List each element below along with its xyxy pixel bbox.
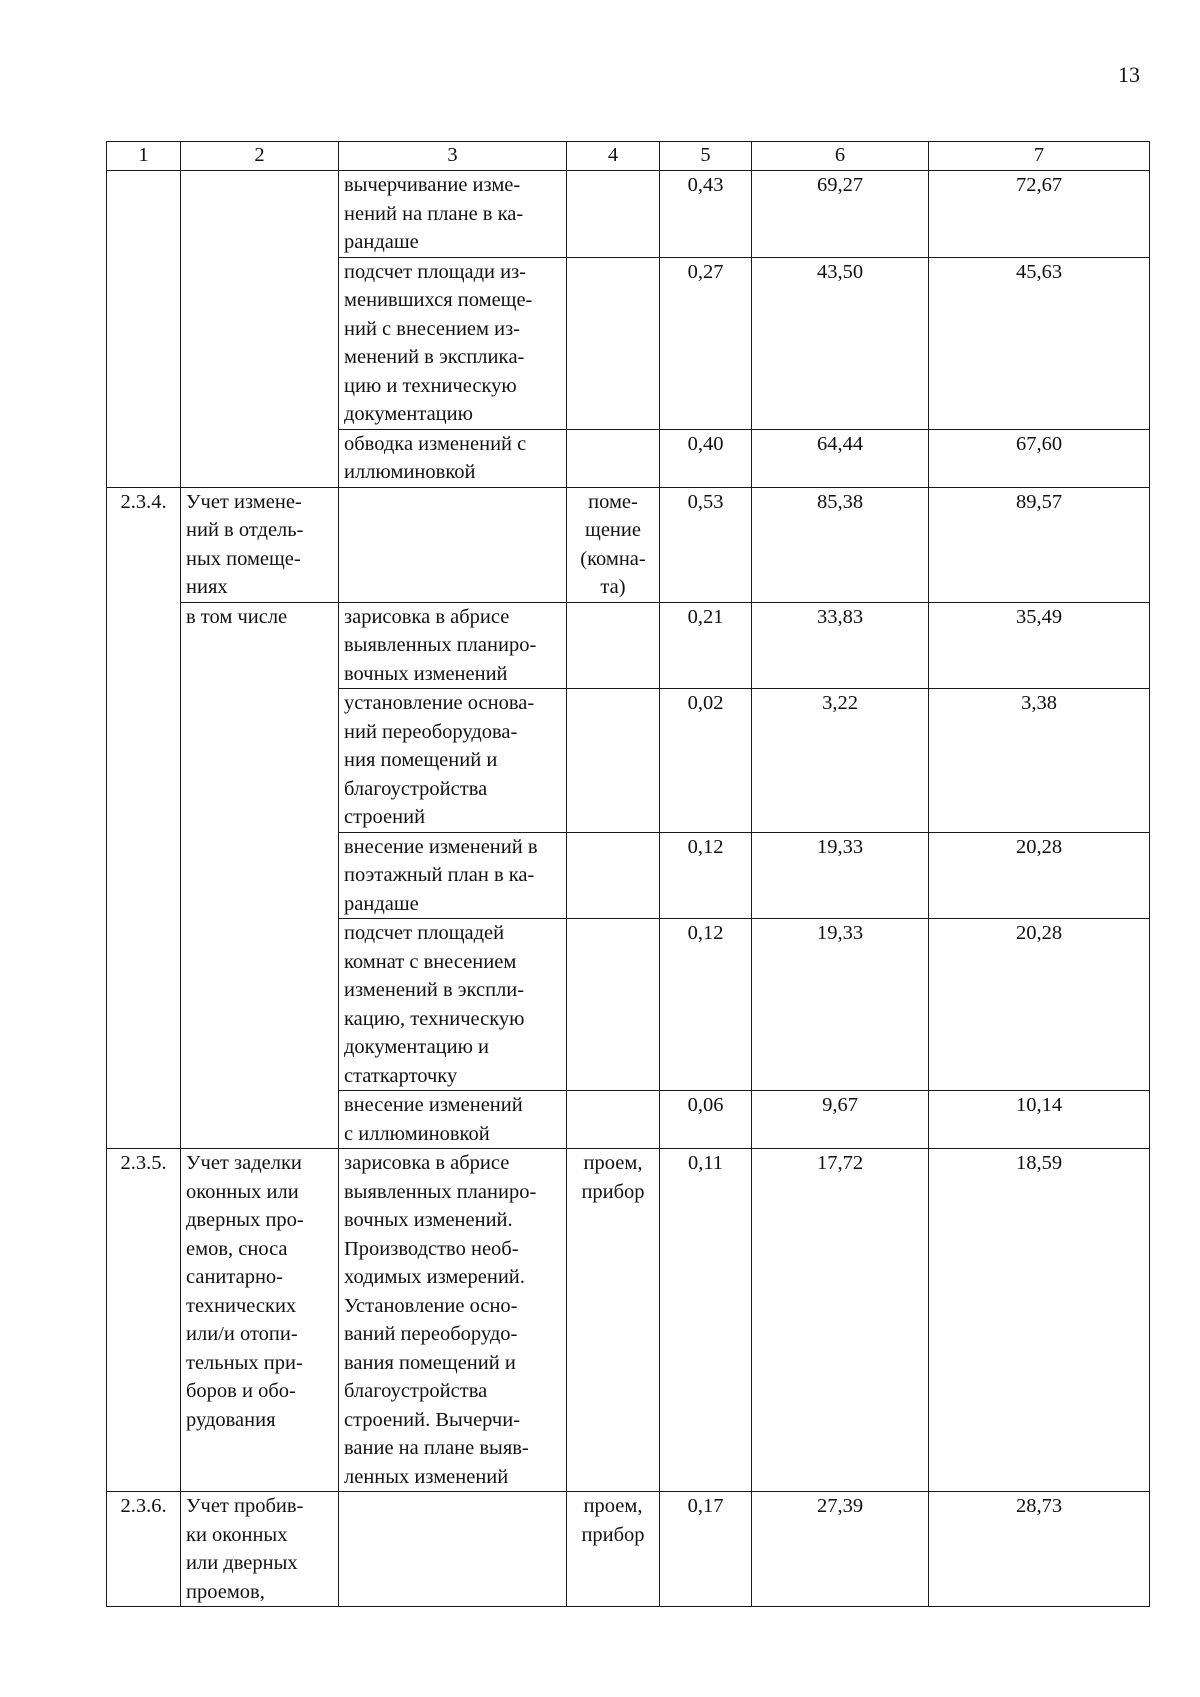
operation-cell-line: внесение изменений — [344, 1094, 523, 1116]
coefficient-cell: 0,17 — [660, 1492, 752, 1607]
price-cell: 19,33 — [752, 919, 929, 1091]
work-name-cell-line: ний в отдель- — [186, 519, 304, 541]
unit-cell — [567, 1492, 660, 1607]
price-with-vat-cell: 45,63 — [929, 257, 1150, 429]
operation-cell-line: менений в экспликa- — [344, 346, 525, 368]
operation-cell-line: вычерчивание изме- — [344, 174, 521, 196]
operation-cell-line: подсчет площади из- — [344, 260, 526, 283]
operation-cell-line: строений — [344, 806, 426, 828]
price-cell: 33,83 — [752, 602, 929, 689]
coefficient-cell: 0,21 — [660, 602, 752, 689]
operation-cell-line: Установление осно- — [344, 1294, 518, 1317]
operation-cell-line: ленных изменений — [344, 1465, 509, 1488]
work-name-cell-line: ных помеще- — [186, 547, 301, 570]
work-name-cell — [181, 171, 339, 488]
operation-cell — [339, 919, 567, 1091]
unit-cell — [567, 1149, 660, 1492]
column-header: 2 — [181, 142, 339, 171]
unit-cell-line: та) — [600, 576, 626, 598]
operation-cell — [339, 1149, 567, 1492]
price-with-vat-cell: 67,60 — [929, 429, 1150, 487]
price-cell: 9,67 — [752, 1091, 929, 1149]
price-cell: 64,44 — [752, 429, 929, 487]
operation-cell — [339, 602, 567, 689]
work-name-cell-line: боров и обо- — [186, 1380, 296, 1402]
price-with-vat-cell: 35,49 — [929, 602, 1150, 689]
norms-table — [106, 141, 1150, 1607]
item-number-cell: 2.3.5. — [107, 1149, 181, 1492]
unit-cell-line: прибор — [581, 1523, 645, 1546]
work-name-cell — [181, 1492, 339, 1607]
operation-cell-line: поэтажный план в ка- — [344, 864, 535, 886]
unit-cell — [567, 919, 660, 1091]
unit-cell — [567, 171, 660, 258]
work-name-cell — [181, 487, 339, 602]
price-with-vat-cell: 10,14 — [929, 1091, 1150, 1149]
operation-cell-line: иллюминовкой — [344, 461, 476, 483]
operation-cell-line: строений. Вычерчи- — [344, 1408, 521, 1431]
column-header: 3 — [339, 142, 567, 171]
price-with-vat-cell: 89,57 — [929, 487, 1150, 602]
unit-cell — [567, 832, 660, 919]
price-with-vat-cell: 18,59 — [929, 1149, 1150, 1492]
unit-cell-line: щение — [585, 519, 641, 541]
operation-cell-line: выявленных планиро- — [344, 634, 537, 656]
column-header: 5 — [660, 142, 752, 171]
coefficient-cell: 0,40 — [660, 429, 752, 487]
unit-cell-line: прибор — [581, 1180, 645, 1203]
operation-cell — [339, 429, 567, 487]
work-name-cell-line: ниях — [186, 576, 228, 598]
work-name-cell-line: тельных при- — [186, 1351, 303, 1374]
operation-cell-line: установление основа- — [344, 692, 535, 714]
work-name-cell-line: или/и отопи- — [186, 1323, 298, 1345]
unit-cell — [567, 487, 660, 602]
work-name-cell-line: Учет пробив- — [186, 1495, 304, 1517]
coefficient-cell: 0,02 — [660, 689, 752, 833]
operation-cell-line: статкарточку — [344, 1064, 458, 1087]
coefficient-cell: 0,53 — [660, 487, 752, 602]
operation-cell-line: вания помещений и — [344, 1351, 516, 1374]
work-name-cell-line: оконных или — [186, 1180, 299, 1203]
operation-cell — [339, 487, 567, 602]
operation-cell-line: подсчет площадей — [344, 922, 505, 944]
column-header: 1 — [107, 142, 181, 171]
column-header: 4 — [567, 142, 660, 171]
operation-cell-line: изменений в экспли- — [344, 979, 525, 1001]
work-name-cell-line: или дверных — [186, 1552, 298, 1574]
operation-cell-line: ходимых измерений. — [344, 1266, 525, 1288]
price-with-vat-cell: 20,28 — [929, 919, 1150, 1091]
operation-cell-line: благоустройства — [344, 1380, 488, 1402]
column-number-row — [107, 142, 1150, 171]
work-name-cell-line: дверных про- — [186, 1209, 304, 1231]
operation-cell-line: менившихся помеще- — [344, 289, 533, 311]
table-row — [107, 1492, 1150, 1607]
coefficient-cell: 0,11 — [660, 1149, 752, 1492]
column-header: 7 — [929, 142, 1150, 171]
operation-cell-line: документацию — [344, 403, 473, 425]
unit-cell-line: поме- — [588, 490, 638, 513]
coefficient-cell: 0,12 — [660, 919, 752, 1091]
price-cell: 3,22 — [752, 689, 929, 833]
item-number-cell: 2.3.6. — [107, 1492, 181, 1607]
unit-cell — [567, 1091, 660, 1149]
unit-cell — [567, 602, 660, 689]
operation-cell-line: выявленных планиро- — [344, 1180, 537, 1203]
price-with-vat-cell: 72,67 — [929, 171, 1150, 258]
operation-cell-line: вочных изменений. — [344, 1209, 513, 1231]
operation-cell-line: обводка изменений с — [344, 432, 527, 455]
operation-cell-line: ния помещений и — [344, 749, 498, 771]
operation-cell-line: кацию, техническую — [344, 1007, 525, 1030]
operation-cell-line: цию и техническую — [344, 374, 517, 397]
work-name-cell-line: Учет измене- — [186, 490, 302, 513]
price-cell: 43,50 — [752, 257, 929, 429]
operation-cell — [339, 1492, 567, 1607]
operation-cell-line: документацию и — [344, 1036, 490, 1058]
operation-cell — [339, 689, 567, 833]
price-cell: 19,33 — [752, 832, 929, 919]
unit-cell — [567, 257, 660, 429]
table-row — [107, 602, 1150, 689]
table-row — [107, 487, 1150, 602]
price-cell: 27,39 — [752, 1492, 929, 1607]
unit-cell-line: проем, — [583, 1495, 643, 1517]
price-with-vat-cell: 3,38 — [929, 689, 1150, 833]
operation-cell — [339, 257, 567, 429]
coefficient-cell: 0,43 — [660, 171, 752, 258]
work-name-cell-line: рудования — [186, 1408, 276, 1431]
unit-cell-line: проем, — [583, 1152, 643, 1174]
work-name-cell-line: технических — [186, 1294, 297, 1317]
coefficient-cell: 0,27 — [660, 257, 752, 429]
page-number: 13 — [1118, 62, 1140, 87]
operation-cell-line: зарисовка в абрисе — [344, 1152, 510, 1174]
operation-cell — [339, 171, 567, 258]
price-with-vat-cell: 20,28 — [929, 832, 1150, 919]
operation-cell-line: с иллюминовкой — [344, 1122, 490, 1145]
operation-cell-line: нений на плане в ка- — [344, 202, 524, 225]
item-number-cell: 2.3.4. — [107, 487, 181, 1149]
table-row — [107, 171, 1150, 258]
price-cell: 17,72 — [752, 1149, 929, 1492]
price-cell: 69,27 — [752, 171, 929, 258]
operation-cell-line: вание на плане выяв- — [344, 1437, 529, 1459]
work-name-cell — [181, 1149, 339, 1492]
coefficient-cell: 0,12 — [660, 832, 752, 919]
work-name-cell-line: санитарно- — [186, 1266, 283, 1288]
operation-cell-line: Производство необ- — [344, 1237, 519, 1260]
operation-cell — [339, 1091, 567, 1149]
operation-cell-line: ваний переоборудо- — [344, 1323, 518, 1345]
item-number-cell — [107, 171, 181, 488]
work-name-cell-line: проемов, — [186, 1580, 265, 1603]
work-name-cell-line: Учет заделки — [186, 1152, 302, 1174]
operation-cell-line: зарисовка в абрисе — [344, 605, 510, 628]
unit-cell — [567, 429, 660, 487]
operation-cell-line: ний с внесением из- — [344, 317, 521, 340]
work-name-cell — [181, 602, 339, 1149]
price-cell: 85,38 — [752, 487, 929, 602]
operation-cell-line: вочных изменений — [344, 662, 508, 685]
operation-cell-line: рандаше — [344, 231, 419, 253]
table-row — [107, 1149, 1150, 1492]
operation-cell-line: рандаше — [344, 892, 419, 915]
unit-cell-line: (комна- — [580, 547, 646, 570]
coefficient-cell: 0,06 — [660, 1091, 752, 1149]
operation-cell-line: внесение изменений в — [344, 835, 538, 858]
work-name-cell-line: емов, сноса — [186, 1237, 288, 1260]
work-name-cell-line: в том числе — [186, 605, 288, 628]
work-name-cell-line: ки оконных — [186, 1523, 288, 1546]
operation-cell-line: благоустройства — [344, 777, 488, 800]
operation-cell — [339, 832, 567, 919]
price-with-vat-cell: 28,73 — [929, 1492, 1150, 1607]
unit-cell — [567, 689, 660, 833]
operation-cell-line: комнат с внесением — [344, 950, 517, 973]
column-header: 6 — [752, 142, 929, 171]
operation-cell-line: ний переоборудова- — [344, 720, 518, 743]
